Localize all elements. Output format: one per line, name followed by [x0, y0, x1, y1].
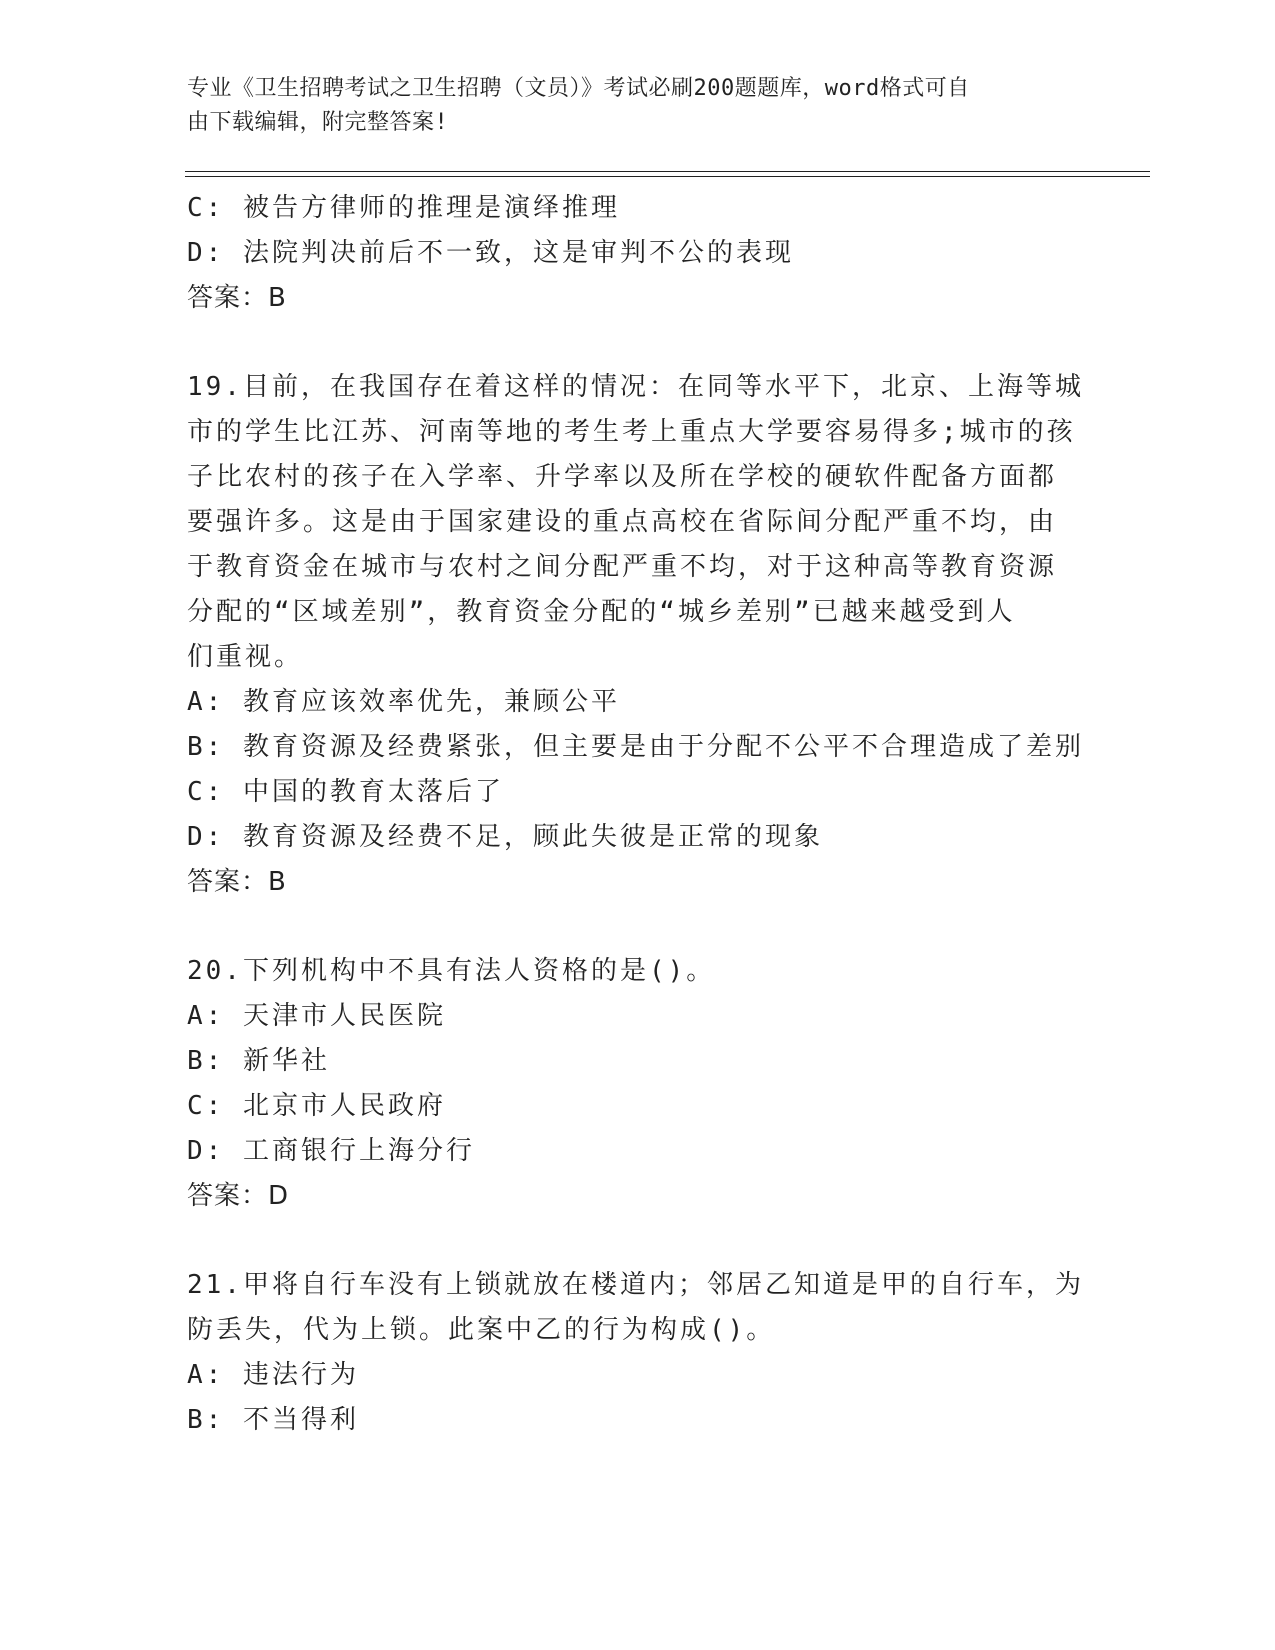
question-stem-line: 于教育资金在城市与农村之间分配严重不均，对于这种高等教育资源 [187, 552, 1058, 582]
document-body [187, 186, 1087, 1443]
question-18-tail [187, 186, 1087, 321]
question-stem-line: 21.甲将自行车没有上锁就放在楼道内；邻居乙知道是甲的自行车，为 [187, 1270, 1084, 1300]
question-stem-line: 们重视。 [187, 642, 304, 672]
option-b: B: 教育资源及经费紧张，但主要是由于分配不公平不合理造成了差别 [187, 732, 1084, 762]
question-19 [187, 365, 1087, 905]
option-d: D: 法院判决前后不一致，这是审判不公的表现 [187, 238, 794, 268]
header-rule-top [185, 171, 1150, 172]
header-rule-bottom [185, 176, 1150, 177]
header-line-2: 由下载编辑，附完整答案! [187, 110, 449, 135]
question-20 [187, 949, 1087, 1219]
option-a: A: 教育应该效率优先，兼顾公平 [187, 687, 620, 717]
option-b: B: 新华社 [187, 1046, 330, 1076]
answer-line: 答案：B [187, 867, 287, 897]
question-21 [187, 1263, 1087, 1443]
option-d: D: 工商银行上海分行 [187, 1136, 475, 1166]
question-stem-line: 子比农村的孩子在入学率、升学率以及所在学校的硬软件配备方面都 [187, 462, 1058, 492]
question-stem-line: 市的学生比江苏、河南等地的考生考上重点大学要容易得多;城市的孩 [187, 417, 1076, 447]
option-d: D: 教育资源及经费不足，顾此失彼是正常的现象 [187, 822, 823, 852]
option-c: C: 被告方律师的推理是演绎推理 [187, 193, 620, 223]
question-stem-line: 防丢失，代为上锁。此案中乙的行为构成()。 [187, 1315, 776, 1345]
question-stem-line: 19.目前，在我国存在着这样的情况：在同等水平下，北京、上海等城 [187, 372, 1084, 402]
document-header [187, 72, 1067, 140]
question-stem-line: 分配的“区域差别”，教育资金分配的“城乡差别”已越来越受到人 [187, 597, 1016, 627]
option-c: C: 中国的教育太落后了 [187, 777, 504, 807]
option-b: B: 不当得利 [187, 1405, 359, 1435]
question-stem-line: 20.下列机构中不具有法人资格的是()。 [187, 956, 716, 986]
answer-line: 答案：B [187, 283, 287, 313]
option-a: A: 天津市人民医院 [187, 1001, 446, 1031]
option-c: C: 北京市人民政府 [187, 1091, 446, 1121]
answer-line: 答案：D [187, 1181, 290, 1211]
header-line-1: 专业《卫生招聘考试之卫生招聘（文员）》考试必刷200题题库，word格式可自 [187, 76, 970, 101]
question-stem-line: 要强许多。这是由于国家建设的重点高校在省际间分配严重不均，由 [187, 507, 1058, 537]
option-a: A: 违法行为 [187, 1360, 359, 1390]
